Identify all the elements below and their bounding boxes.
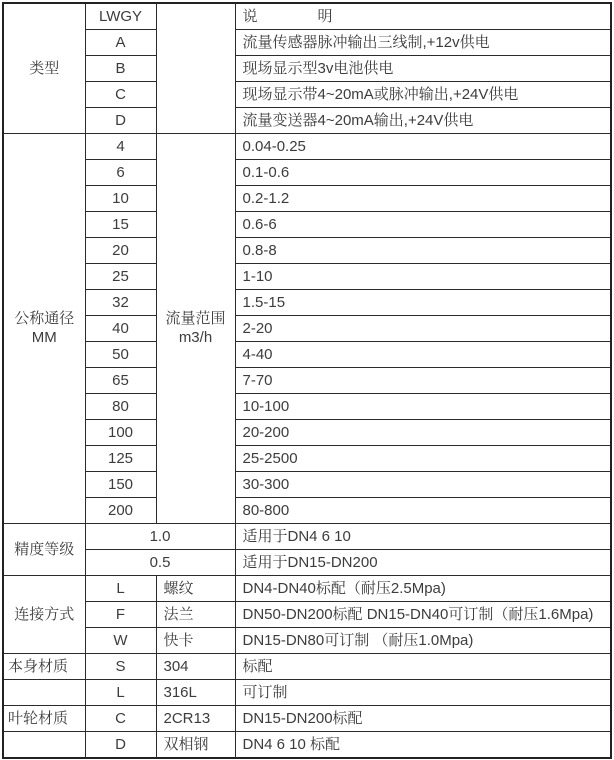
body-material-name-cell: 304 [156,654,235,680]
type-code-cell: B [85,56,156,82]
table-row [3,238,611,264]
connection-name-cell: 螺纹 [156,576,235,602]
dn-value-cell: 20 [85,238,156,264]
model-code-header: LWGY [85,3,156,30]
table-row [3,3,611,30]
table-row [3,290,611,316]
flow-range-cell: 1.5-15 [235,290,611,316]
flow-range-cell: 80-800 [235,498,611,524]
table-row [3,654,611,680]
dn-value-cell: 125 [85,446,156,472]
dn-value-cell: 80 [85,394,156,420]
connection-name-cell: 法兰 [156,602,235,628]
flow-range-cell: 7-70 [235,368,611,394]
connection-section-label: 连接方式 [3,576,85,654]
table-row [3,680,611,706]
table-row [3,628,611,654]
table-row [3,82,611,108]
table-row [3,342,611,368]
table-row [3,498,611,524]
empty-cell [3,732,85,759]
dn-value-cell: 32 [85,290,156,316]
accuracy-description-cell: 适用于DN4 6 10 [235,524,611,550]
body-material-section-label: 本身材质 [3,654,85,680]
type-description-cell: 现场显示型3v电池供电 [235,56,611,82]
flow-range-cell: 10-100 [235,394,611,420]
flow-range-cell: 0.8-8 [235,238,611,264]
impeller-material-description-cell: DN4 6 10 标配 [235,732,611,759]
type-description-cell: 流量传感器脉冲输出三线制,+12v供电 [235,30,611,56]
table-row [3,108,611,134]
connection-name-cell: 快卡 [156,628,235,654]
type-code-cell: A [85,30,156,56]
body-material-description-cell: 可订制 [235,680,611,706]
connection-description-cell: DN4-DN40标配（耐压2.5Mpa) [235,576,611,602]
type-description-cell: 流量变送器4~20mA输出,+24V供电 [235,108,611,134]
body-material-code-cell: S [85,654,156,680]
flow-range-cell: 2-20 [235,316,611,342]
flow-range-cell: 1-10 [235,264,611,290]
impeller-material-name-cell: 双相钢 [156,732,235,759]
table-row [3,264,611,290]
dn-value-cell: 6 [85,160,156,186]
dn-value-cell: 200 [85,498,156,524]
accuracy-description-cell: 适用于DN15-DN200 [235,550,611,576]
flow-range-cell: 0.2-1.2 [235,186,611,212]
table-row [3,186,611,212]
table-row [3,524,611,550]
dn-value-cell: 100 [85,420,156,446]
diameter-label-line2: MM [31,328,57,346]
dn-value-cell: 150 [85,472,156,498]
empty-cell [3,680,85,706]
dn-value-cell: 4 [85,134,156,160]
impeller-material-section-label: 叶轮材质 [3,706,85,732]
table-row [3,368,611,394]
flow-range-cell: 0.1-0.6 [235,160,611,186]
body-material-code-cell: L [85,680,156,706]
table-row [3,134,611,160]
accuracy-grade-cell: 0.5 [85,550,235,576]
dn-value-cell: 15 [85,212,156,238]
dn-value-cell: 25 [85,264,156,290]
connection-description-cell: DN50-DN200标配 DN15-DN40可订制（耐压1.6Mpa) [235,602,611,628]
type-section-label: 类型 [3,3,85,134]
connection-code-cell: F [85,602,156,628]
flow-range-cell: 0.04-0.25 [235,134,611,160]
impeller-material-name-cell: 2CR13 [156,706,235,732]
flow-range-label [156,134,235,524]
table-row [3,160,611,186]
table-row [3,550,611,576]
dn-value-cell: 50 [85,342,156,368]
table-row [3,732,611,759]
flow-range-cell: 20-200 [235,420,611,446]
flow-range-cell: 25-2500 [235,446,611,472]
dn-value-cell: 65 [85,368,156,394]
type-code-cell: C [85,82,156,108]
impeller-material-code-cell: D [85,732,156,759]
table-row [3,576,611,602]
connection-code-cell: L [85,576,156,602]
accuracy-grade-cell: 1.0 [85,524,235,550]
connection-code-cell: W [85,628,156,654]
dn-value-cell: 10 [85,186,156,212]
table-row [3,30,611,56]
table-row [3,706,611,732]
impeller-material-description-cell: DN15-DN200标配 [235,706,611,732]
description-header: 说 明 [235,3,611,30]
table-row [3,212,611,238]
flow-range-cell: 0.6-6 [235,212,611,238]
table-row [3,446,611,472]
body-material-name-cell: 316L [156,680,235,706]
table-row [3,56,611,82]
flow-range-cell: 30-300 [235,472,611,498]
body-material-description-cell: 标配 [235,654,611,680]
type-description-cell: 现场显示带4~20mA或脉冲输出,+24V供电 [235,82,611,108]
flow-label-line1: 流量范围 [165,309,226,327]
diameter-section-label [3,134,85,524]
flow-range-cell: 4-40 [235,342,611,368]
table-row [3,394,611,420]
spec-table [2,2,612,759]
type-code-cell: D [85,108,156,134]
table-row [3,602,611,628]
accuracy-section-label: 精度等级 [3,524,85,576]
connection-description-cell: DN15-DN80可订制 （耐压1.0Mpa) [235,628,611,654]
table-row [3,420,611,446]
flow-label-line2: m3/h [178,328,213,346]
table-row [3,472,611,498]
dn-value-cell: 40 [85,316,156,342]
table-row [3,316,611,342]
diameter-label-line1: 公称通径 [14,309,75,327]
impeller-material-code-cell: C [85,706,156,732]
type-spacer-cell [156,3,235,134]
